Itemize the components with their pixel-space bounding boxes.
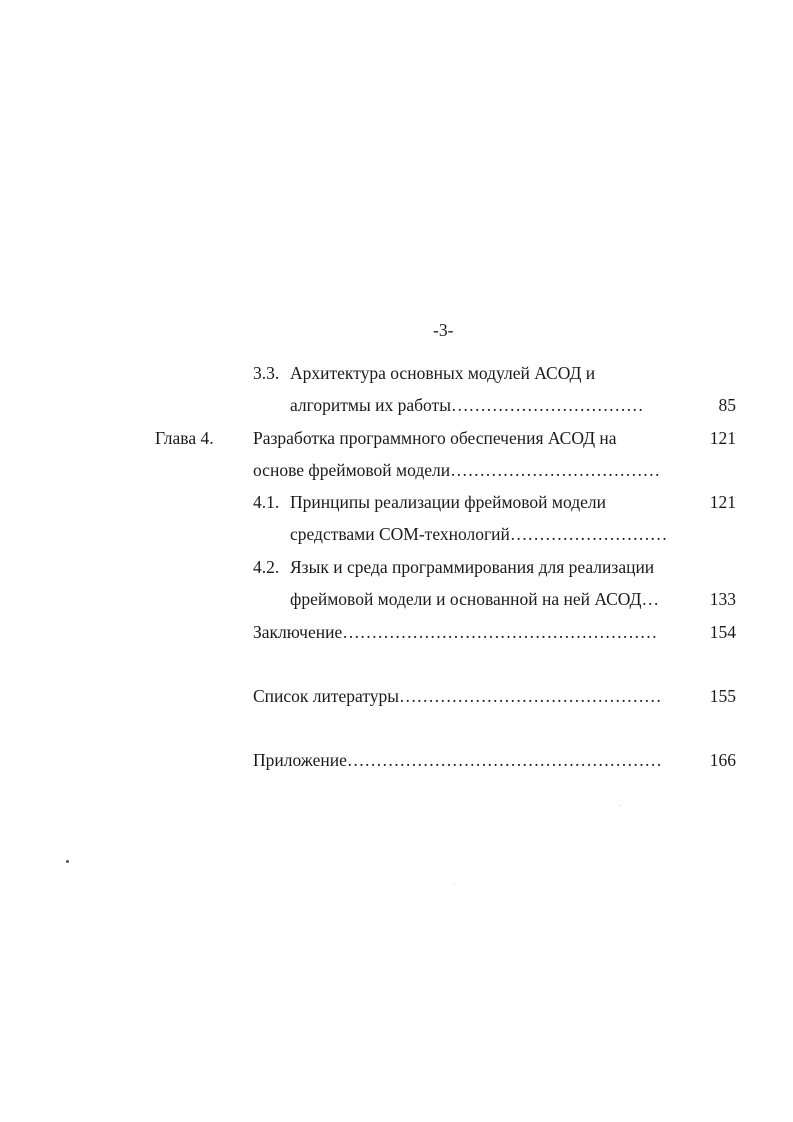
toc-chapter-title-line1: Разработка программного обеспечения АСОД на <box>253 428 617 448</box>
toc-page-number: 154 <box>709 622 736 642</box>
toc-page-number: 121 <box>709 492 736 512</box>
toc-section-number: 4.1. <box>253 492 280 512</box>
toc-section-number: 4.2. <box>253 557 280 577</box>
toc-section-title-line1: Принципы реализации фреймовой модели <box>290 492 607 512</box>
toc-section-title-line2: средствами СОМ-технологий……………………… <box>290 524 668 544</box>
toc-page-number: 155 <box>709 686 736 706</box>
toc-section-title-line1: Архитектура основных модулей АСОД и <box>290 363 596 383</box>
toc-appendix-title: Приложение……………………………………………… <box>253 750 662 770</box>
toc-section-title-line1: Язык и среда программирования для реализации <box>290 557 655 577</box>
toc-section-title-line2: фреймовой модели и основанной на ней АСОД… <box>290 589 659 609</box>
toc-chapter-title-line2: основе фреймовой модели……………………………… <box>253 460 661 480</box>
toc-chapter-label: Глава 4. <box>155 428 214 448</box>
page-number: -3- <box>433 320 454 340</box>
toc-page-number: 166 <box>709 750 736 770</box>
toc-section-title-line2: алгоритмы их работы…………………………… <box>290 395 644 415</box>
scan-speck <box>66 860 69 863</box>
toc-section-number: 3.3. <box>253 363 280 383</box>
toc-conclusion-title: Заключение……………………………………………… <box>253 622 658 642</box>
toc-page-number: 133 <box>709 589 736 609</box>
scan-speck <box>454 883 455 884</box>
toc-page-number: 85 <box>718 395 736 415</box>
toc-references-title: Список литературы……………………………………… <box>253 686 662 706</box>
toc-page-number: 121 <box>709 428 736 448</box>
scan-speck <box>620 805 621 806</box>
